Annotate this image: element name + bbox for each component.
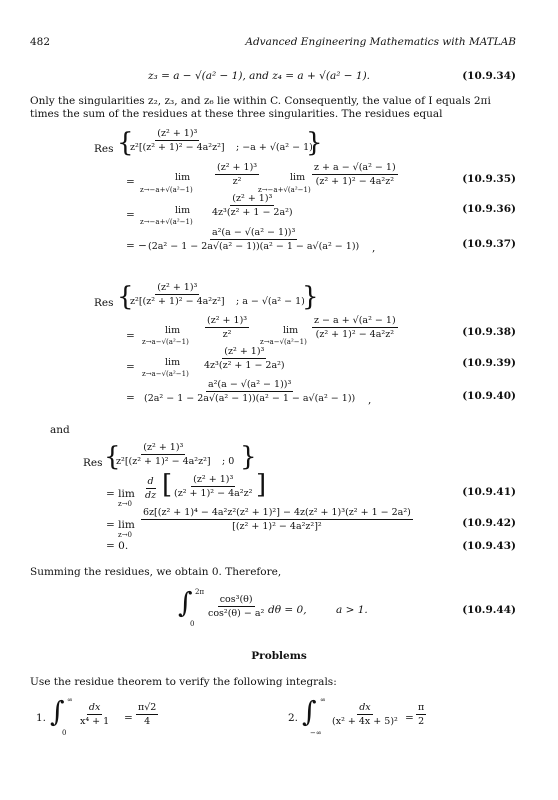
right-brace: } bbox=[306, 128, 323, 158]
summing-sentence: Summing the residues, we obtain 0. Therefore, bbox=[30, 566, 282, 578]
numerator: (z² + 1)³ bbox=[232, 193, 273, 204]
res-numerator: (z² + 1)³ bbox=[157, 282, 198, 293]
numerator: 6z[(z² + 1)⁴ − 4a²z²(z² + 1)²] − 4z(z² + 1)³(z² + 1 − 2a²) bbox=[143, 507, 411, 518]
equation-number-34: (10.9.34) bbox=[462, 70, 516, 82]
denominator: (x² + 4x + 5)² bbox=[332, 716, 398, 727]
denominator: z² bbox=[232, 176, 242, 187]
res-denominator: z²[(z² + 1)² − 4a²z²] bbox=[130, 142, 225, 153]
limit-subscript: z→−a+√(a²−1) bbox=[140, 218, 193, 226]
problem-number: 1. bbox=[36, 712, 47, 724]
fraction bbox=[312, 315, 398, 340]
denominator: 4z³(z² + 1 − 2a²) bbox=[212, 207, 293, 218]
fraction bbox=[146, 227, 361, 252]
integral-sign: ∫ bbox=[302, 695, 317, 728]
limit-operator: lim bbox=[165, 325, 181, 336]
left-brace: { bbox=[117, 128, 134, 158]
page-number: 482 bbox=[30, 36, 51, 48]
equals-sign: = bbox=[126, 392, 135, 404]
integral-result: dθ = 0, bbox=[268, 604, 307, 616]
limit-subscript: z→0 bbox=[118, 500, 133, 508]
denominator: (z² + 1)² − 4a²z² bbox=[315, 176, 395, 187]
fraction bbox=[172, 474, 254, 499]
denominator: (z² + 1)² − 4a²z² bbox=[315, 329, 395, 340]
equation-z3-z4: z₃ = a − √(a² − 1), and z₄ = a + √(a² − 1). bbox=[148, 70, 371, 82]
integrand-fraction bbox=[330, 702, 400, 727]
equals-sign: = bbox=[126, 361, 135, 373]
numerator: π bbox=[418, 702, 425, 713]
res-label: Res bbox=[94, 297, 114, 309]
equation-number-39: (10.9.39) bbox=[462, 357, 516, 369]
equation-number-36: (10.9.36) bbox=[462, 203, 516, 215]
fraction bbox=[215, 162, 259, 187]
numerator: π√2 bbox=[138, 702, 157, 713]
lower-limit: 0 bbox=[62, 729, 67, 737]
denominator: 4 bbox=[144, 716, 151, 727]
fraction bbox=[210, 193, 295, 218]
res-denominator: z²[(z² + 1)² − 4a²z²] bbox=[130, 296, 225, 307]
numerator: z + a − √(a² − 1) bbox=[314, 162, 396, 173]
denominator: x⁴ + 1 bbox=[80, 716, 110, 727]
numerator: (z² + 1)³ bbox=[217, 162, 258, 173]
numerator: cos³(θ) bbox=[219, 594, 253, 605]
limit-operator: lim bbox=[175, 172, 191, 183]
comma: , bbox=[368, 394, 372, 406]
left-brace: { bbox=[104, 442, 121, 472]
limit-subscript: z→0 bbox=[118, 531, 133, 539]
numerator: d bbox=[147, 476, 154, 487]
equals-sign: = bbox=[124, 712, 133, 724]
denominator: 4z³(z² + 1 − 2a²) bbox=[204, 360, 285, 371]
right-brace: } bbox=[302, 282, 319, 312]
numerator: a²(a − √(a² − 1))³ bbox=[207, 379, 292, 390]
limit-subscript: z→a−√(a²−1) bbox=[142, 338, 189, 346]
upper-limit: ∞ bbox=[67, 696, 73, 704]
problems-intro: Use the residue theorem to verify the following integrals: bbox=[30, 676, 337, 688]
denominator: dz bbox=[145, 490, 157, 501]
denominator: [(z² + 1)² − 4a²z²]² bbox=[232, 521, 322, 532]
result-fraction bbox=[136, 702, 158, 727]
res-point: ; 0 bbox=[222, 456, 235, 467]
fraction bbox=[312, 162, 398, 187]
res-fraction bbox=[128, 282, 227, 307]
right-bracket: ] bbox=[256, 470, 267, 500]
condition: a > 1. bbox=[336, 604, 368, 616]
numerator: a²(a − √(a² − 1))³ bbox=[211, 227, 296, 238]
upper-limit: ∞ bbox=[320, 696, 326, 704]
numerator: (z² + 1)³ bbox=[207, 315, 248, 326]
equals-sign: = bbox=[126, 330, 135, 342]
res-denominator: z²[(z² + 1)² − 4a²z²] bbox=[116, 456, 211, 467]
result-fraction bbox=[416, 702, 426, 727]
equation-number-40: (10.9.40) bbox=[462, 390, 516, 402]
equals-sign: = − bbox=[126, 240, 147, 252]
equals-sign: = bbox=[126, 209, 135, 221]
denominator: z² bbox=[222, 329, 232, 340]
limit-operator: lim bbox=[283, 325, 299, 336]
left-brace: { bbox=[117, 282, 134, 312]
integrand-fraction bbox=[206, 594, 266, 619]
lower-limit: 0 bbox=[190, 620, 195, 628]
numerator: z − a + √(a² − 1) bbox=[314, 315, 396, 326]
equals-sign: = bbox=[126, 176, 135, 188]
upper-limit: 2π bbox=[195, 588, 205, 596]
limit-operator: lim bbox=[290, 172, 306, 183]
fraction bbox=[142, 379, 357, 404]
paragraph-line-1: Only the singularities z₂, z₃, and z₆ lie within C. Consequently, the value of I equals 2πi bbox=[30, 95, 491, 107]
limit-subscript: z→a−√(a²−1) bbox=[260, 338, 307, 346]
equals-lim: = lim bbox=[106, 519, 135, 531]
derivative-operator bbox=[143, 476, 158, 501]
denominator: (z² + 1)² − 4a²z² bbox=[174, 488, 253, 499]
denominator: (2a² − 1 − 2a√(a² − 1))(a² − 1 − a√(a² − 1)) bbox=[148, 241, 360, 252]
equals-lim: = lim bbox=[106, 488, 135, 500]
connective-and: and bbox=[50, 424, 70, 436]
fraction bbox=[205, 315, 249, 340]
limit-operator: lim bbox=[175, 205, 191, 216]
equation-number-38: (10.9.38) bbox=[462, 326, 516, 338]
limit-subscript: z→−a+√(a²−1) bbox=[140, 186, 193, 194]
res-point: ; a − √(a² − 1) bbox=[236, 296, 305, 307]
denominator: 2 bbox=[418, 716, 425, 727]
equation-number-44: (10.9.44) bbox=[462, 604, 516, 616]
res-point: ; −a + √(a² − 1) bbox=[236, 142, 313, 153]
problems-heading: Problems bbox=[251, 650, 307, 662]
numerator: (z² + 1)³ bbox=[224, 346, 265, 357]
equation-number-35: (10.9.35) bbox=[462, 173, 516, 185]
numerator: (z² + 1)³ bbox=[193, 474, 234, 485]
fraction bbox=[202, 346, 287, 371]
res-numerator: (z² + 1)³ bbox=[157, 128, 198, 139]
left-bracket: [ bbox=[162, 470, 173, 500]
res-numerator: (z² + 1)³ bbox=[143, 442, 184, 453]
lower-limit: −∞ bbox=[310, 729, 322, 737]
res-fraction bbox=[128, 128, 227, 153]
numerator: dx bbox=[359, 702, 371, 713]
integral-sign: ∫ bbox=[178, 586, 193, 619]
equals-zero: = 0. bbox=[106, 540, 129, 552]
numerator: dx bbox=[88, 702, 101, 713]
running-title: Advanced Engineering Mathematics with MATLAB bbox=[245, 36, 516, 48]
comma: , bbox=[372, 242, 376, 254]
integrand-fraction bbox=[78, 702, 111, 727]
equation-number-41: (10.9.41) bbox=[462, 486, 516, 498]
equation-number-42: (10.9.42) bbox=[462, 517, 516, 529]
limit-subscript: z→−a+√(a²−1) bbox=[258, 186, 311, 194]
equation-number-37: (10.9.37) bbox=[462, 238, 516, 250]
equals-sign: = bbox=[405, 712, 414, 724]
paragraph-line-2: times the sum of the residues at these three singularities. The residues equal bbox=[30, 108, 443, 120]
limit-operator: lim bbox=[165, 357, 181, 368]
fraction bbox=[141, 507, 413, 532]
denominator: (2a² − 1 − 2a√(a² − 1))(a² − 1 − a√(a² − 1)) bbox=[144, 393, 356, 404]
res-label: Res bbox=[94, 143, 114, 155]
integral-sign: ∫ bbox=[50, 695, 65, 728]
problem-number: 2. bbox=[288, 712, 299, 724]
denominator: cos²(θ) − a² bbox=[208, 608, 265, 619]
limit-subscript: z→a−√(a²−1) bbox=[142, 370, 189, 378]
res-label: Res bbox=[83, 457, 103, 469]
right-brace: } bbox=[240, 442, 257, 472]
equation-number-43: (10.9.43) bbox=[462, 540, 516, 552]
res-fraction bbox=[114, 442, 213, 467]
